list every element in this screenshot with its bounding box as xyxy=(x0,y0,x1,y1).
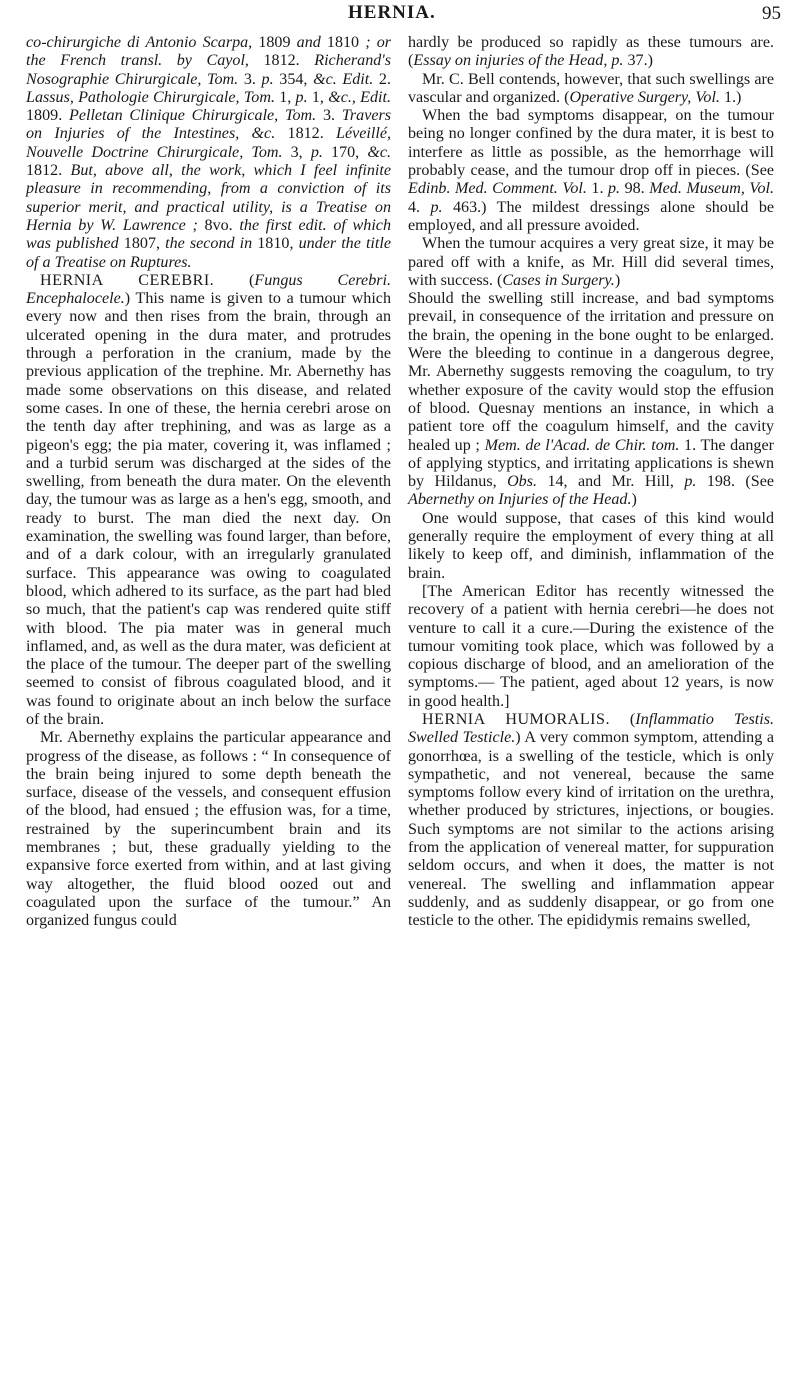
body-text: 1, xyxy=(307,88,329,106)
italic-text: Abernethy on Injuries of the Head. xyxy=(408,491,632,509)
body-text: 1, xyxy=(274,88,296,106)
body-text: 98. xyxy=(620,180,650,198)
entry-heading: HERNIA CEREBRI. xyxy=(40,271,215,289)
body-text: ( xyxy=(610,710,636,728)
italic-text: Fungus Cerebri. Encephalocele. xyxy=(26,271,391,308)
body-text: 14, and Mr. Hill, xyxy=(537,473,685,491)
body-text: ( xyxy=(214,271,255,289)
body-text: ) A very common symptom, attending a gonorrhœa, is a swelling of the testicle, which is only sympathetic, and not venereal, because the same symptoms follow every kind of irritation on the urethra, whether produced by strictures, injections, or bougies. Such symptoms are not similar to the actions arising from the application of venereal matter, for suppuration seldom occurs, and when it does, the matter is not venereal. The swelling and inflammation appear suddenly, and as suddenly disappear, or go from one testicle to the other. The epididymis remains swelled, xyxy=(408,729,775,930)
body-text: ) This name is given to a tumour which every now and then rises from the brain, through an ulcerated opening in the dura mater, and protrudes through a perforation in the cranium, made by the previous application of the trephine. Mr. Abernethy has made some observations on this disease, and related some cases. In one of these, the hernia cerebri arose on the tenth day after trephining, and was as large as a pigeon's egg; the pia mater, covering it, was inflamed ; and a turbid serum was discharged at the sides of the swelling, from beneath the dura mater. On the eleventh day, the tumour was as large as a hen's egg, smooth, and ready to burst. The man died the next day. On examination, the swelling was found larger, than before, and of a dark colour, with an irregularly granulated surface. This appearance was owing to coagulated blood, which adhered to its surface, as the part had bled so much, that the patient's cap was rendered quite stiff with blood. The pia mater was in general much inflamed, and, as well as the dura mater, was deficient at the place of the tumour. The deeper part of the swelling seemed to consist of fibrous coagulated blood, and it was found to originate about an inch below the surface of the brain. xyxy=(26,290,391,728)
italic-text: Cases in Surgery. xyxy=(502,271,615,289)
paragraph xyxy=(408,510,774,583)
body-text: 4. xyxy=(408,198,431,216)
italic-text: p. xyxy=(261,70,274,88)
italic-text: p. xyxy=(295,88,308,106)
running-title: HERNIA. xyxy=(348,2,436,23)
paragraph xyxy=(408,583,774,711)
italic-text: p. xyxy=(430,198,443,216)
italic-text: under the title of a Treatise on Ruptures. xyxy=(26,235,391,271)
body-text: 1810 xyxy=(320,34,366,51)
body-text: ) xyxy=(631,491,637,509)
body-text: 37.) xyxy=(623,52,653,70)
italic-text: Inflammatio Testis. Swelled Testicle. xyxy=(408,710,774,747)
italic-text: But, above all, the work, which I feel infinite pleasure in recommending, from a conviction of its superior merit, and practical utility, is a Treatise on Hernia by W. Lawrence ; xyxy=(26,162,392,234)
body-text: [The American Editor has recently witnessed the recovery of a patient with hernia cerebri—he does not venture to call it a cure.—During the existence of the tumour vomiting took place, which was followed by a copious discharge of blood, and an amelioration of the symptoms.— The patient, aged about 12 years, is now in good health.] xyxy=(408,582,774,710)
body-text: 3. xyxy=(316,107,342,125)
body-text: 3, xyxy=(282,143,311,161)
body-text: Mr. C. Bell contends, however, that such swellings are vascular and organized. ( xyxy=(408,70,774,106)
italic-text: Med. Museum, Vol. xyxy=(649,180,774,198)
body-text: 3. xyxy=(238,70,262,88)
paragraph xyxy=(26,272,391,729)
body-text: When the tumour acquires a very great size, it may be pared off with a knife, as Mr. Hill did several times, with success. ( xyxy=(408,235,774,289)
italic-text: co-chirurgiche di Antonio Scarpa, xyxy=(26,34,253,51)
italic-text: Léveillé, Nouvelle Doctrine Chirurgicale, Tom. xyxy=(26,125,391,161)
italic-text: &c. xyxy=(367,143,391,161)
body-text: 463.) The mildest dressings alone should be employed, and all pressure avoided. xyxy=(408,198,775,234)
body-text: 1. The danger of applying styptics, and irritating applications is shewn by Hildanus, xyxy=(408,436,774,491)
paragraph xyxy=(26,729,391,930)
italic-text: &c., Edit. xyxy=(328,88,392,106)
italic-text: &c. Edit. xyxy=(313,70,374,88)
paragraph xyxy=(408,34,774,71)
italic-text: and xyxy=(296,34,321,51)
body-text: 198. (See xyxy=(696,473,774,491)
paragraph xyxy=(26,34,391,272)
body-text: 1.) xyxy=(719,88,742,106)
italic-text: Edinb. Med. Comment. Vol. xyxy=(408,180,587,198)
italic-text: Lassus, Pathologie Chirurgicale, Tom. xyxy=(26,88,275,106)
body-text: 1812. xyxy=(248,52,315,70)
running-head xyxy=(0,2,801,32)
body-text: 1810, xyxy=(252,235,299,253)
body-text: When the bad symptoms disappear, on the tumour being no longer confined by the dura mater, it is best to interfere as little as possible, as the hemorrhage will probably cease, and the tumour drop off in pieces. (See xyxy=(408,107,774,180)
body-text: 1807, xyxy=(118,235,166,253)
italic-text: Essay on injuries of the Head, p. xyxy=(413,52,624,70)
body-text: 1812. xyxy=(26,162,71,180)
page-number: 95 xyxy=(762,3,781,24)
italic-text: Obs. xyxy=(507,473,538,491)
paragraph xyxy=(408,107,774,235)
italic-text: the second in xyxy=(165,235,253,253)
left-column xyxy=(26,34,391,931)
italic-text: the first edit. of which was published xyxy=(26,216,391,253)
body-text: hardly be produced so rapidly as these tumours are. ( xyxy=(408,34,774,70)
body-text: 1. xyxy=(586,180,608,198)
italic-text: Operative Surgery, Vol. xyxy=(569,88,720,106)
paragraph xyxy=(408,711,774,931)
italic-text: p. xyxy=(684,473,697,491)
body-text: 1809 xyxy=(252,34,297,51)
body-text: 8vo. xyxy=(197,216,240,234)
italic-text: Travers on Injuries of the Intestines, &c. xyxy=(26,107,392,143)
body-text: One would suppose, that cases of this kind would generally require the employment of every thing at all likely to keep off, and diminish, inflammation of the brain. xyxy=(408,509,774,582)
body-text: Should the swelling still increase, and bad symptoms prevail, in consequence of the irritation and pressure on the brain, the opening in the bone ought to be enlarged. Were the bleeding to continue in a dangerous degree, Mr. Abernethy suggests removing the coagulum, to try whether exposure of the cavity would stop the effusion of blood. Quesnay mentions an instance, in which a patient tore off the coagulum himself, and the cavity healed up ; xyxy=(408,290,774,454)
body-text: 2. xyxy=(373,70,391,88)
body-text: ) xyxy=(614,271,621,289)
right-column xyxy=(408,34,774,931)
body-text: 354, xyxy=(273,70,314,88)
paragraph xyxy=(408,235,774,290)
paragraph xyxy=(408,71,774,108)
italic-text: Richerand's Nosographie Chirurgicale, Tom. xyxy=(26,52,391,88)
italic-text: Mem. de l'Acad. de Chir. tom. xyxy=(484,436,680,454)
body-text: Mr. Abernethy explains the particular appearance and progress of the disease, as follows : “ In consequence of the brain being injured to some depth beneath the surface, disease of the vessels, and consequent effusion of the blood, had ensued ; the effusion was, for a time, restrained by the superincumbent brain and its membranes ; but, these gradually yielding to the expansive force exerted from within, and at last giving way altogether, the fluid blood oozed out and coagulated upon the surface of the tumour.” An organized fungus could xyxy=(26,729,391,930)
entry-heading: HERNIA HUMORALIS. xyxy=(422,710,611,728)
italic-text: Pelletan Clinique Chirurgicale, Tom. xyxy=(69,107,317,125)
body-text: 1809. xyxy=(26,107,69,125)
italic-text: p. xyxy=(310,143,323,161)
italic-text: ; or the French transl. by Cayol, xyxy=(26,34,392,70)
body-text: 1812. xyxy=(275,125,337,143)
italic-text: p. xyxy=(608,180,621,198)
body-text: 170, xyxy=(322,143,368,161)
paragraph xyxy=(408,290,774,510)
